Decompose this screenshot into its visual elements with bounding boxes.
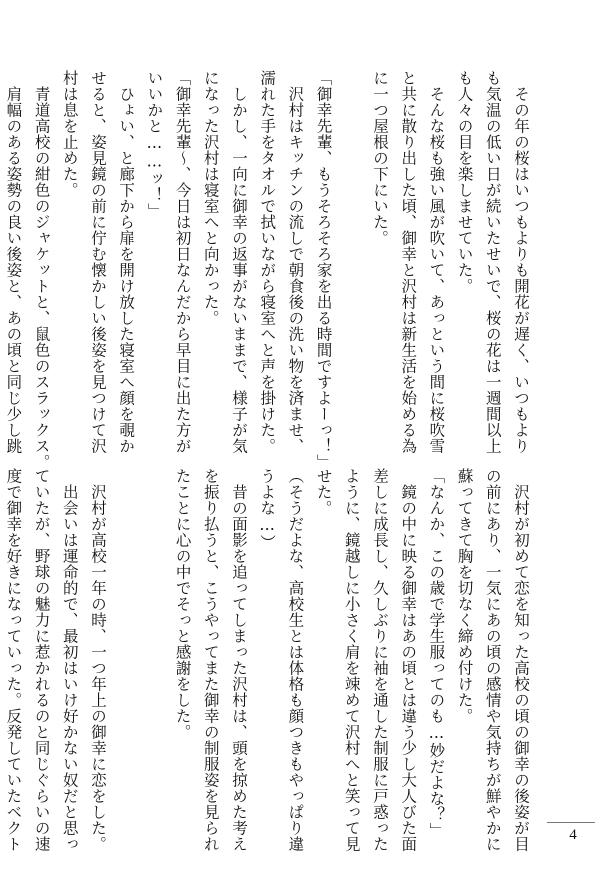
upper-text-line: 村は息を止めた。 [60,70,79,198]
lower-blank-line [112,468,140,813]
lower-text-line: うよな…） [258,468,277,551]
lower-text-line: 昔の面影を追ってしまった沢村は、頭を掠めた考え [229,468,248,852]
upper-text-line: になった沢村は寝室へと向かった。 [201,70,220,326]
text-block-lower [4,468,535,852]
upper-text-line: に一つ屋根の下にいた。 [370,70,389,246]
lower-text-line: たことに心の中でそっと感謝をした。 [173,468,192,740]
lower-text-line: せた。 [314,468,333,516]
lower-text-line: ていたが、野球の魅力に惹かれるのと同じぐらいの速 [32,468,51,852]
lower-text-line: 沢村が高校一年の時、一つ年上の御幸に恋をした。 [88,468,107,852]
upper-text-line: その年の桜はいつもよりも開花が遅く、いつもより [512,70,530,454]
text-block-upper [4,70,535,470]
upper-text-line: せると、姿見鏡の前に佇む懐かしい後姿を見つけて沢 [88,70,107,454]
lower-text-line: （そうだよな、高校生とは体格も顔つきもやっぱり違 [286,468,305,852]
lower-text-line: 鏡の中に映る御幸はあの頃とは違う少し大人びた面 [399,468,418,852]
lower-text-line: を振り払うと、こうやってまた御幸の制服姿を見られ [201,468,220,852]
lower-text-line: の前にあり、一気にあの頃の感情や気持ちが鮮やかに [483,468,502,852]
upper-text-line: そんな桜も強い風が吹いて、あっという間に桜吹雪 [427,70,446,454]
upper-text-line: いいかと……ッ！」 [145,70,164,219]
lower-text-line: 差しに成長し、久しぶりに袖を通した制服に戸惑った [370,468,389,852]
upper-blank-line [338,70,366,415]
upper-text-line: も気温の低い日が続いたせいで、桜の花は一週間以上 [483,70,502,454]
upper-text-line: 「御幸先輩〜、今日は初日なんだから早目に出た方が [173,70,192,454]
lower-blank-line [140,468,168,813]
upper-text-line: 濡れた手をタオルで拭いながら寝室へと声を掛けた。 [258,70,277,454]
upper-text-line: ひょい、と廊下から扉を開け放した寝室へ顔を覗か [117,70,136,454]
upper-text-line: 沢村はキッチンの流しで朝食後の洗い物を済ませ、 [286,70,305,454]
footer-rule [547,822,595,823]
upper-text-line: 青道高校の紺色のジャケットと、鼠色のスラックス。 [32,70,51,470]
upper-text-line: と共に散り出した頃、御幸と沢村は新生活を始める為 [399,70,418,454]
page-number: 4 [569,827,577,843]
lower-text-line: 度で御幸を好きになっていった。反発していたベクト [4,468,23,852]
lower-text-line: ように、鏡越しに小さく肩を竦めて沢村へと笑って見 [342,468,361,852]
upper-text-line: 「御幸先輩、もうそろそろ家を出る時間ですよーっ！」 [314,70,333,470]
upper-text-line: も人々の目を楽しませていた。 [455,70,474,294]
upper-text-line: 肩幅のある姿勢の良い後姿と、あの頃と同じ少し跳 [4,70,23,454]
lower-text-line: 出会いは運命的で、最初はいけ好かない奴だと思っ [60,468,79,852]
upper-text-line: しかし、一向に御幸の返事がないままで、様子が気 [229,70,248,454]
lower-text-line: 蘇ってきて胸を切なく締め付けた。 [455,468,474,724]
lower-text-line: 沢村が初めて恋を知った高校の頃の御幸の後姿が目 [512,468,530,852]
lower-text-line: 「なんか、この歳で学生服ってのも…妙だよな？」 [427,468,446,839]
